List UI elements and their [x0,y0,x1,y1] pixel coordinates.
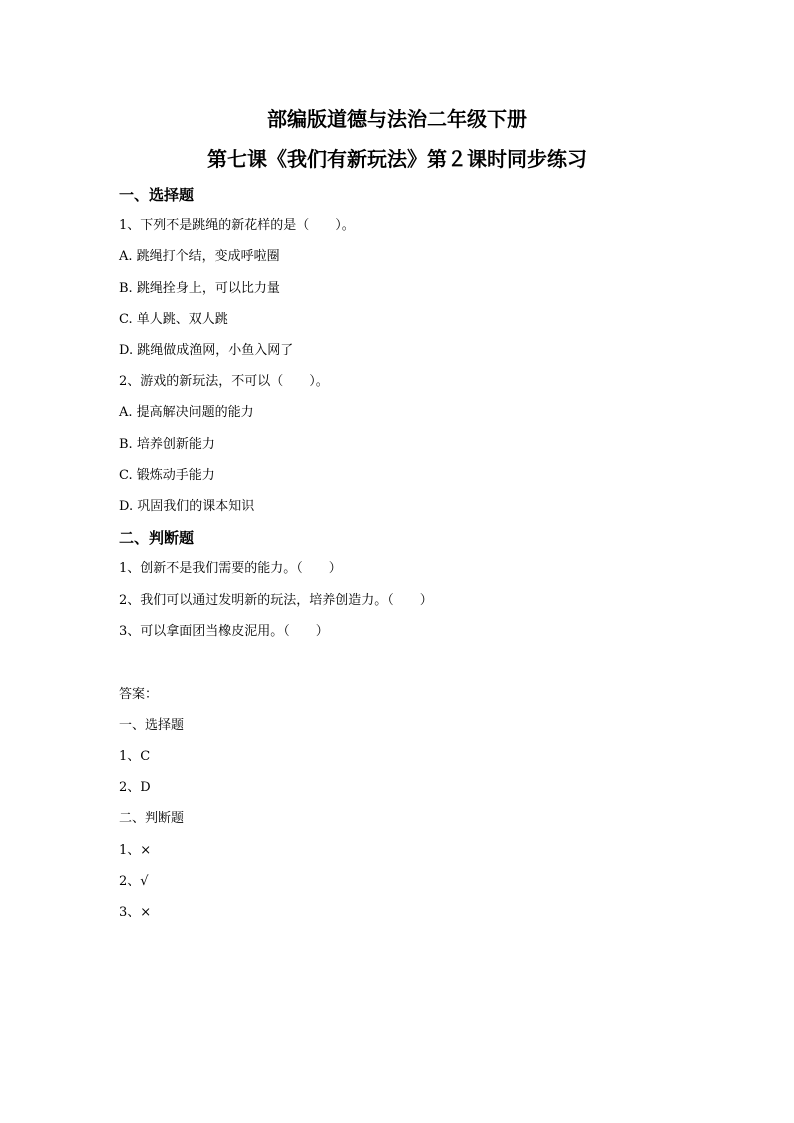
section1-heading: 一、选择题 [119,186,195,204]
question-1-option-a: A. 跳绳打个结，变成呼啦圈 [119,249,280,264]
document-subtitle: 第七课《我们有新玩法》第２课时同步练习 [207,147,587,171]
question-1-stem: 1、下列不是跳绳的新花样的是（ ）。 [119,218,355,233]
question-1-option-c: C. 单人跳、双人跳 [119,312,228,327]
question-1-option-d: D. 跳绳做成渔网，小鱼入网了 [119,343,294,358]
answers-section1-heading: 一、选择题 [119,718,185,733]
answer-choice-1: 1、C [119,749,151,764]
document-title: 部编版道德与法治二年级下册 [267,107,527,131]
judgment-item-2: 2、我们可以通过发明新的玩法，培养创造力。（ ） [119,593,433,608]
answer-choice-2: 2、D [119,780,151,795]
answers-label: 答案： [119,687,159,702]
question-2-option-c: C. 锻炼动手能力 [119,468,215,483]
judgment-item-3: 3、可以拿面团当橡皮泥用。（ ） [119,624,329,639]
answer-judgment-2: 2、√ [119,874,149,889]
answers-section2-heading: 二、判断题 [119,811,185,826]
judgment-item-1: 1、创新不是我们需要的能力。（ ） [119,561,342,576]
question-2-option-b: B. 培养创新能力 [119,437,215,452]
question-2-option-d: D. 巩固我们的课本知识 [119,499,255,514]
answer-judgment-1: 1、× [119,843,152,858]
answer-judgment-3: 3、× [119,905,152,920]
section2-heading: 二、判断题 [119,529,195,547]
question-2-option-a: A. 提高解决问题的能力 [119,405,254,420]
question-2-stem: 2、游戏的新玩法，不可以（ ）。 [119,374,329,389]
question-1-option-b: B. 跳绳拴身上，可以比力量 [119,281,280,296]
